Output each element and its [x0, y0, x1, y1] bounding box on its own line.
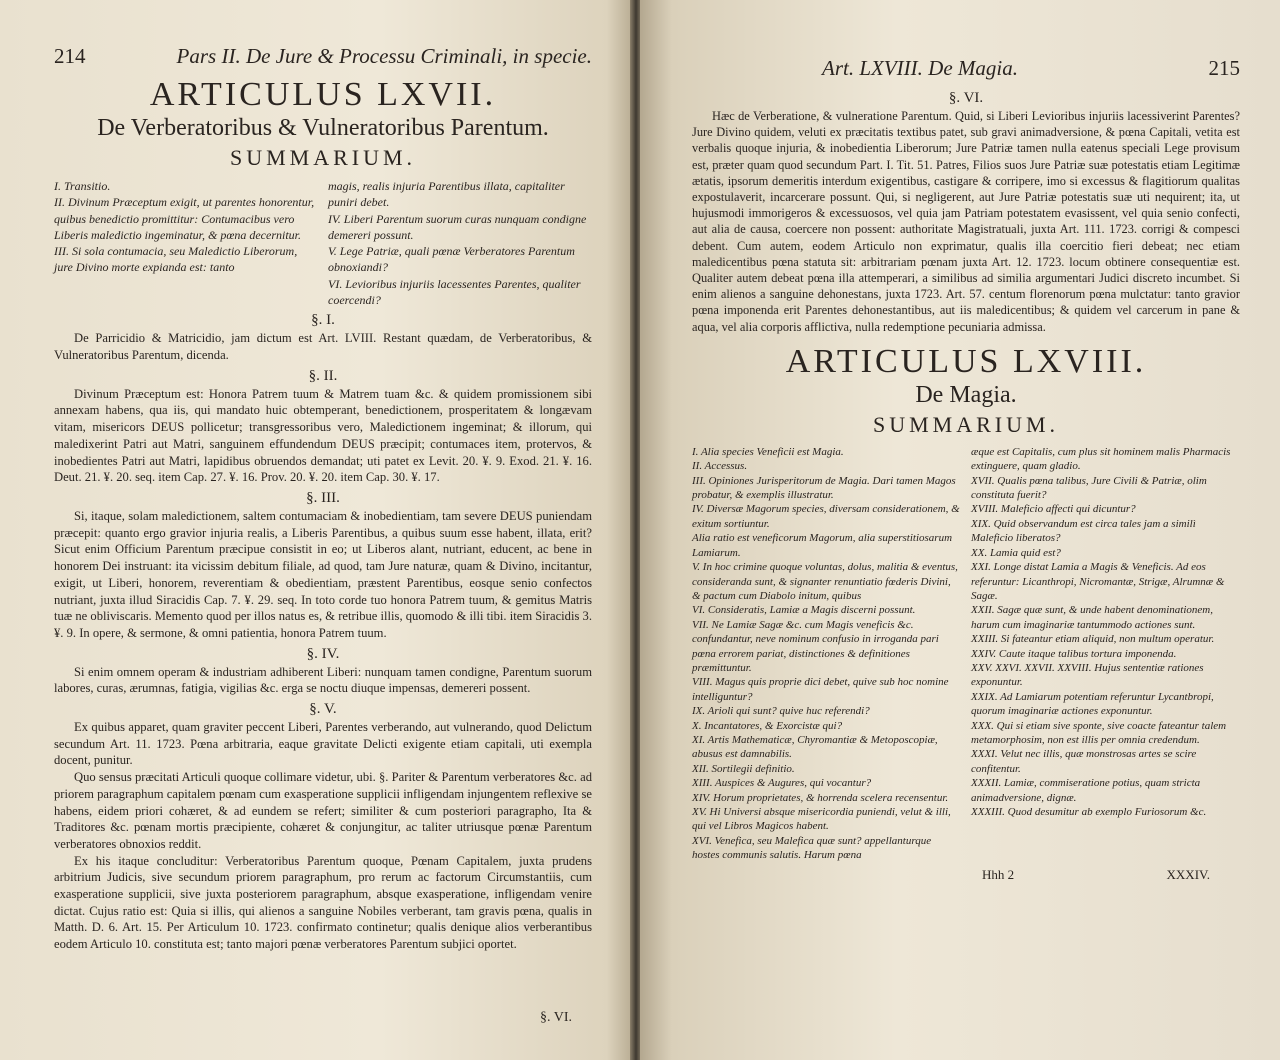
summarium-entry: XIV. Horum proprietates, & horrenda scelera recensentur.: [692, 791, 949, 804]
summarium-entry: II. Accessus.: [692, 460, 748, 473]
body-paragraph: De Parricidio & Matricidio, jam dictum est Art. LVIII. Restant quædam, de Verberatoribus, & Vulneratoribus Parentum, dicenda.: [54, 331, 592, 363]
body-paragraph: Divinum Præceptum est: Honora Patrem tuum & Matrem tuam &c. & quidem promissionem sibi annexam habens, qua iis, qui mandato huic obtemperant, benedictionem, prosperitatem & longævam vitam, misericors DEUS pollicetur; transgressoribus vero, Maledictionem ingeminat; & illorum, qui maledixerint Patri aut Matri, sanguinem effundendum DEUS præcipit; contumaces item, protervos, & inobedientes Patri aut Matri, lapidibus obruendos demandat; uti patet ex Levit. 20. ¥. 9. Exod. 21. ¥. 16. Deut. 21. ¥. 20. seq. item Cap. 27. ¥. 16. Prov. 20. ¥. 20. item Cap. 30. ¥. 17.: [54, 386, 592, 485]
summarium-entry: VI. Levioribus injuriis lacessentes Parentes, qualiter coercendi?: [328, 276, 581, 308]
section-heading: §. III.: [306, 490, 340, 506]
summarium-entry: XXIX. Ad Lamiarum potentiam referuntur Lycantbropi, quorum imaginariæ actiones exponuntur.: [971, 690, 1214, 718]
summarium-entry: XIX. Quid observandum est circa tales jam a similì Maleficio liberatos?: [971, 517, 1196, 545]
summarium-entry: XXI. Longe distat Lamia a Magis & Veneficis. Ad eos referuntur: Licanthropi, Nicromantæ, Strigæ, Alrumnæ & Sagæ.: [971, 561, 1225, 602]
body-paragraph: Ex his itaque concluditur: Verberatoribus Parentum quoque, Pœnam Capitalem, juxta prudens arbitrium Judicis, sive secundum priorem paragraphum, pro rerum ac factorum Circumstantiis, cum exasperatione supplicii, sive juxta posteriorem paragraphum, absque exasperatione, infligendam venire dictat. Cujus ratio est: Quia si illis, qui alienos a sanguine Nobiles verberant, tam gravis pœna, qualis in Matth. D. 6. Art. 15. Per Articulum 10. 1723. confirmato continetur; qualis denique alios verberantibus eodem Articulo 10. constituta est; tanto majori pœnæ verberatores Parentum subjici oportet.: [54, 853, 592, 952]
summarium-entry: magis, realis injuria Parentibus illata, capitaliter puniri debet.: [328, 179, 565, 210]
summarium-entry: IV. Liberi Parentum suorum curas nunquam condigne demereri possunt.: [328, 211, 587, 242]
section-heading: §. I.: [311, 312, 335, 329]
summarium-entry: II. Divinum Præceptum exigit, ut parentes honorentur, quibus benedictio promittitur: Contumacibus vero Liberis maledictio ingeminatur, & pœna decernitur.: [54, 195, 315, 242]
left-page: [0, 0, 632, 1060]
summarium-entry: XXIII. Si fateantur etiam aliquid, non multum operatur.: [971, 633, 1215, 646]
summarium-entry: X. Incantatores, & Exorcistæ qui?: [692, 719, 843, 732]
running-head-title: Art. LXVIII. De Magia.: [822, 56, 1018, 80]
summarium-entry: XXXIII. Quod desumitur ab exemplo Furiosorum &c.: [971, 806, 1207, 818]
section-heading: §. II.: [308, 367, 338, 384]
body-paragraph: Hæc de Verberatione, & vulneratione Parentum. Quid, si Liberi Levioribus injuriis lacessiverint Parentes? Jure Divino quidem, veluti ex præcitatis textibus patet, sub gravi animadversione, & pœna Capitali, vetita est verbalis quoque injuria, & inobedientia Liberorum; Jure Patriæ tamen nulla eatenus speciali Lege provisum est, præter quam quod secundum Part. I. Tit. 51. Patres, Filios suos Jure Patriæ suæ potestatis etiam Legitimæ ætatis, ipsorum demeritis interdum exigentibus, castigare & corripere, imo si excessus & flagitiorum qualitas expostulaverit, incarcerare possunt. Qui, si negligerent, aut Jure Patriæ potestatis suæ uti nequirent; ita, ut hujusmodi immorigeros & excessuosos, vel quia jam Patriam potestatem evasissent, vel quia senio confecti, aut alia de causa, coercere non possent: authoritate Magistratuali, juxta Art. 111. 1723. corrigi & compesci debent. Cum autem, eodem Articulo non exprimatur, qualis illa coercitio fieri debeat; nec etiam maledicentibus pœna statuta sit: arbitrariam pœnam juxta Art. 12. 1723. locum obtinere consequentiæ est. Qualiter autem debeat pœna illa attemperari, a similibus ad similia argumentari Judici discreto incumbet. Si enim alienos a sanguine dehonestans, juxta 1723. Art. 57. centum florenorum pœna mulctatur: tanto gravior pœna imponenda erit Parentes dehonestantibus, aut iis maledicentibus; & quidem vel carcerum in pane & aqua, vel alia corporis afflictiva, nulla redemptione pecuniaria admissa.: [692, 109, 1240, 334]
catchword: §. VI.: [540, 1010, 573, 1025]
summarium-column: [692, 445, 961, 863]
summarium-entry: XXX. Qui si etiam sive sponte, sive coacte fateantur talem metamorphosim, non est illis per omnia credendum.: [971, 719, 1227, 746]
summarium-entry: XVIII. Maleficio affecti qui dicuntur?: [971, 503, 1136, 516]
summarium-entry: V. In hoc crimine quoque voluntas, dolus, malitia & eventus, consideranda sunt, & signanter renuntiatio fœderis Divini, & pactum cum Diabolo initum, quibus: [692, 561, 958, 602]
summarium: [54, 178, 592, 308]
summarium-entry: XI. Artis Mathematicæ, Chyromantiæ & Metoposcopiæ, abusus est damnabilis.: [692, 733, 938, 761]
summarium-entry: XXXI. Velut nec illis, quæ monstrosas artes se scire confitentur.: [971, 748, 1197, 775]
summarium-entry: æque est Capitalis, cum plus sit hominem malis Pharmacis extinguere, quam gladio.: [971, 445, 1231, 473]
summarium-entry: XXIV. Caute itaque talibus tortura imponenda.: [971, 647, 1177, 660]
article-subtitle: De Magia.: [915, 381, 1017, 408]
section-heading: §. VI.: [948, 90, 984, 106]
summarium-entry: VIII. Magus quis proprie dici debet, quive sub hoc nomine intelliguntur?: [692, 676, 949, 703]
running-head-title: Pars II. De Jure & Processu Criminali, in specie.: [176, 44, 592, 68]
summarium-entry: III. Opiniones Jurisperitorum de Magia. Dari tamen Magos probatur, & exemplis illustratur.: [692, 474, 956, 502]
right-page: [640, 0, 1280, 1060]
summarium-entry: Alia ratio est veneficorum Magorum, alia superstitiosarum Lamiarum.: [692, 532, 953, 559]
summarium-entry: XIII. Auspices & Augures, qui vocantur?: [692, 777, 872, 790]
summarium-entry: I. Transitio.: [54, 179, 111, 193]
article-title: ARTICULUS LXVIII.: [785, 342, 1147, 380]
summarium-entry: XVII. Qualis pœna talibus, Jure Civili & Patriæ, olim constituta fuerit?: [971, 474, 1207, 502]
catchword: XXXIV.: [1166, 866, 1210, 882]
body-paragraph: Quo sensus præcitati Articuli quoque collimare videtur, ubi. §. Pariter & Parentum verberatores &c. ad priorem paragraphum capitalem pœnam cum exasperatione supplicii infligendam injungentem reflexive se habens, eidem priori cohæret, & ad eundem se refert; similiter & cum posteriori paragrapho, Ita & Traditores &c. pœnam mortis præcipiente, cohæret & conjungitur, ac taliter utriusque pœnæ Parentum verberatores obnoxios reddit.: [54, 770, 592, 851]
summarium-entry: III. Si sola contumacia, seu Maledictio Liberorum, jure Divino morte expianda est: tanto: [54, 244, 298, 275]
body-paragraph: Si, itaque, solam maledictionem, saltem contumaciam & inobedientiam, tam severe DEUS puniendam præcepit: quanto ergo gravior injuria realis, a Liberis Parentibus, a quibus suum esse habent, illata, erit? Sicut enim Officium Parentum præcipue consistit in eo; ut Liberos alant, nutriant, educent, ac bene in honorem Dei instruant: ita vicissim debitum filiale, ad quod, tam Jure naturæ, quam & Divino, incitantur, exigit, ut Liberi, honorem, reverentiam & obedientiam, præstent Parentibus, eosque senio confectos nutriant, juxta illud Siracidis Cap. 7. ¥. 29. seq. In toto corde tuo honora Patrem tuum, & gemitus Matris tuæ ne obliviscaris. Memento quod per illos natus es, & retribue illis, quomodo & illi tibi. item Siracidis 3. ¥. 9. In opere, & sermone, & omni patientia, honora Patrem tuum.: [54, 509, 592, 640]
section-heading: §. V.: [309, 701, 337, 718]
summarium-entry: XX. Lamia quid est?: [971, 546, 1061, 559]
summarium-entry: V. Lege Patriæ, quali pœnæ Verberatores Parentum obnoxiandi?: [328, 244, 575, 275]
summarium-entry: XII. Sortilegii definitio.: [692, 762, 795, 775]
article-title: ARTICULUS LXVII.: [149, 76, 497, 113]
summarium-entry: XV. Hi Universi absque misericordia puniendi, velut & illi, qui vel Libros Magicos habent.: [692, 806, 951, 833]
summarium-heading: SUMMARIUM.: [872, 411, 1060, 437]
page-number: 215: [1208, 56, 1240, 80]
summarium-entry: I. Alia species Veneficii est Magia.: [692, 445, 844, 458]
summarium-entry: VII. Ne Lamiæ Sagæ &c. cum Magis veneficis &c. confundantur, neve nominum confusio in irroganda pari pœna errorem pariat, distinctiones & definitiones præmittuntur.: [692, 618, 939, 674]
body-paragraph: Si enim omnem operam & industriam adhiberent Liberi: nunquam tamen condigne, Parentum suorum labores, curas, ærumnas, fatigia, vigilias &c. erga se noctu diuque impensas, demereri possent.: [54, 664, 592, 696]
summarium-entry: XVI. Venefica, seu Malefica quæ sunt? appellanturque hostes communis salutis. Harum pœna: [692, 834, 932, 862]
summarium-entry: XXXII. Lamiæ, commiseratione potius, quam stricta animadversione, dignæ.: [971, 777, 1201, 804]
summarium-entry: VI. Consideratis, Lamiæ a Magis discerni possunt.: [692, 604, 916, 617]
summarium: [692, 445, 1240, 863]
summarium-entry: IX. Arioli qui sunt? quive huc referendi?: [692, 705, 870, 718]
summarium-entry: XXV. XXVI. XXVII. XXVIII. Hujus sententiæ rationes exponuntur.: [971, 661, 1204, 689]
page-number: 214: [54, 44, 86, 68]
summarium-column: [54, 178, 318, 308]
body-paragraph: Ex quibus apparet, quam graviter peccent Liberi, Parentes verberando, aut vulnerando, quod Delictum secundum Art. 11. 1723. Pœna arbitraria, eaque gravitate Delicti exigente etiam capitali, uti exempla docent, punitur.: [54, 720, 592, 768]
page-footer: [692, 867, 1240, 883]
summarium-column: [971, 445, 1240, 863]
summarium-entry: XXII. Sagæ quæ sunt, & unde habent denominationem, harum cum imaginariæ tantummodo actiones sunt.: [971, 604, 1213, 631]
summarium-entry: IV. Diversæ Magorum species, diversam considerationem, & exitum sortiuntur.: [692, 503, 960, 530]
running-head: [54, 44, 592, 74]
summarium-heading: SUMMARIUM.: [229, 145, 417, 170]
running-head: [692, 56, 1240, 86]
signature-mark: Hhh 2: [982, 866, 1015, 882]
article-subtitle: De Verberatoribus & Vulneratoribus Parentum.: [97, 115, 549, 141]
summarium-column: [328, 178, 592, 308]
section-heading: §. IV.: [306, 645, 340, 662]
